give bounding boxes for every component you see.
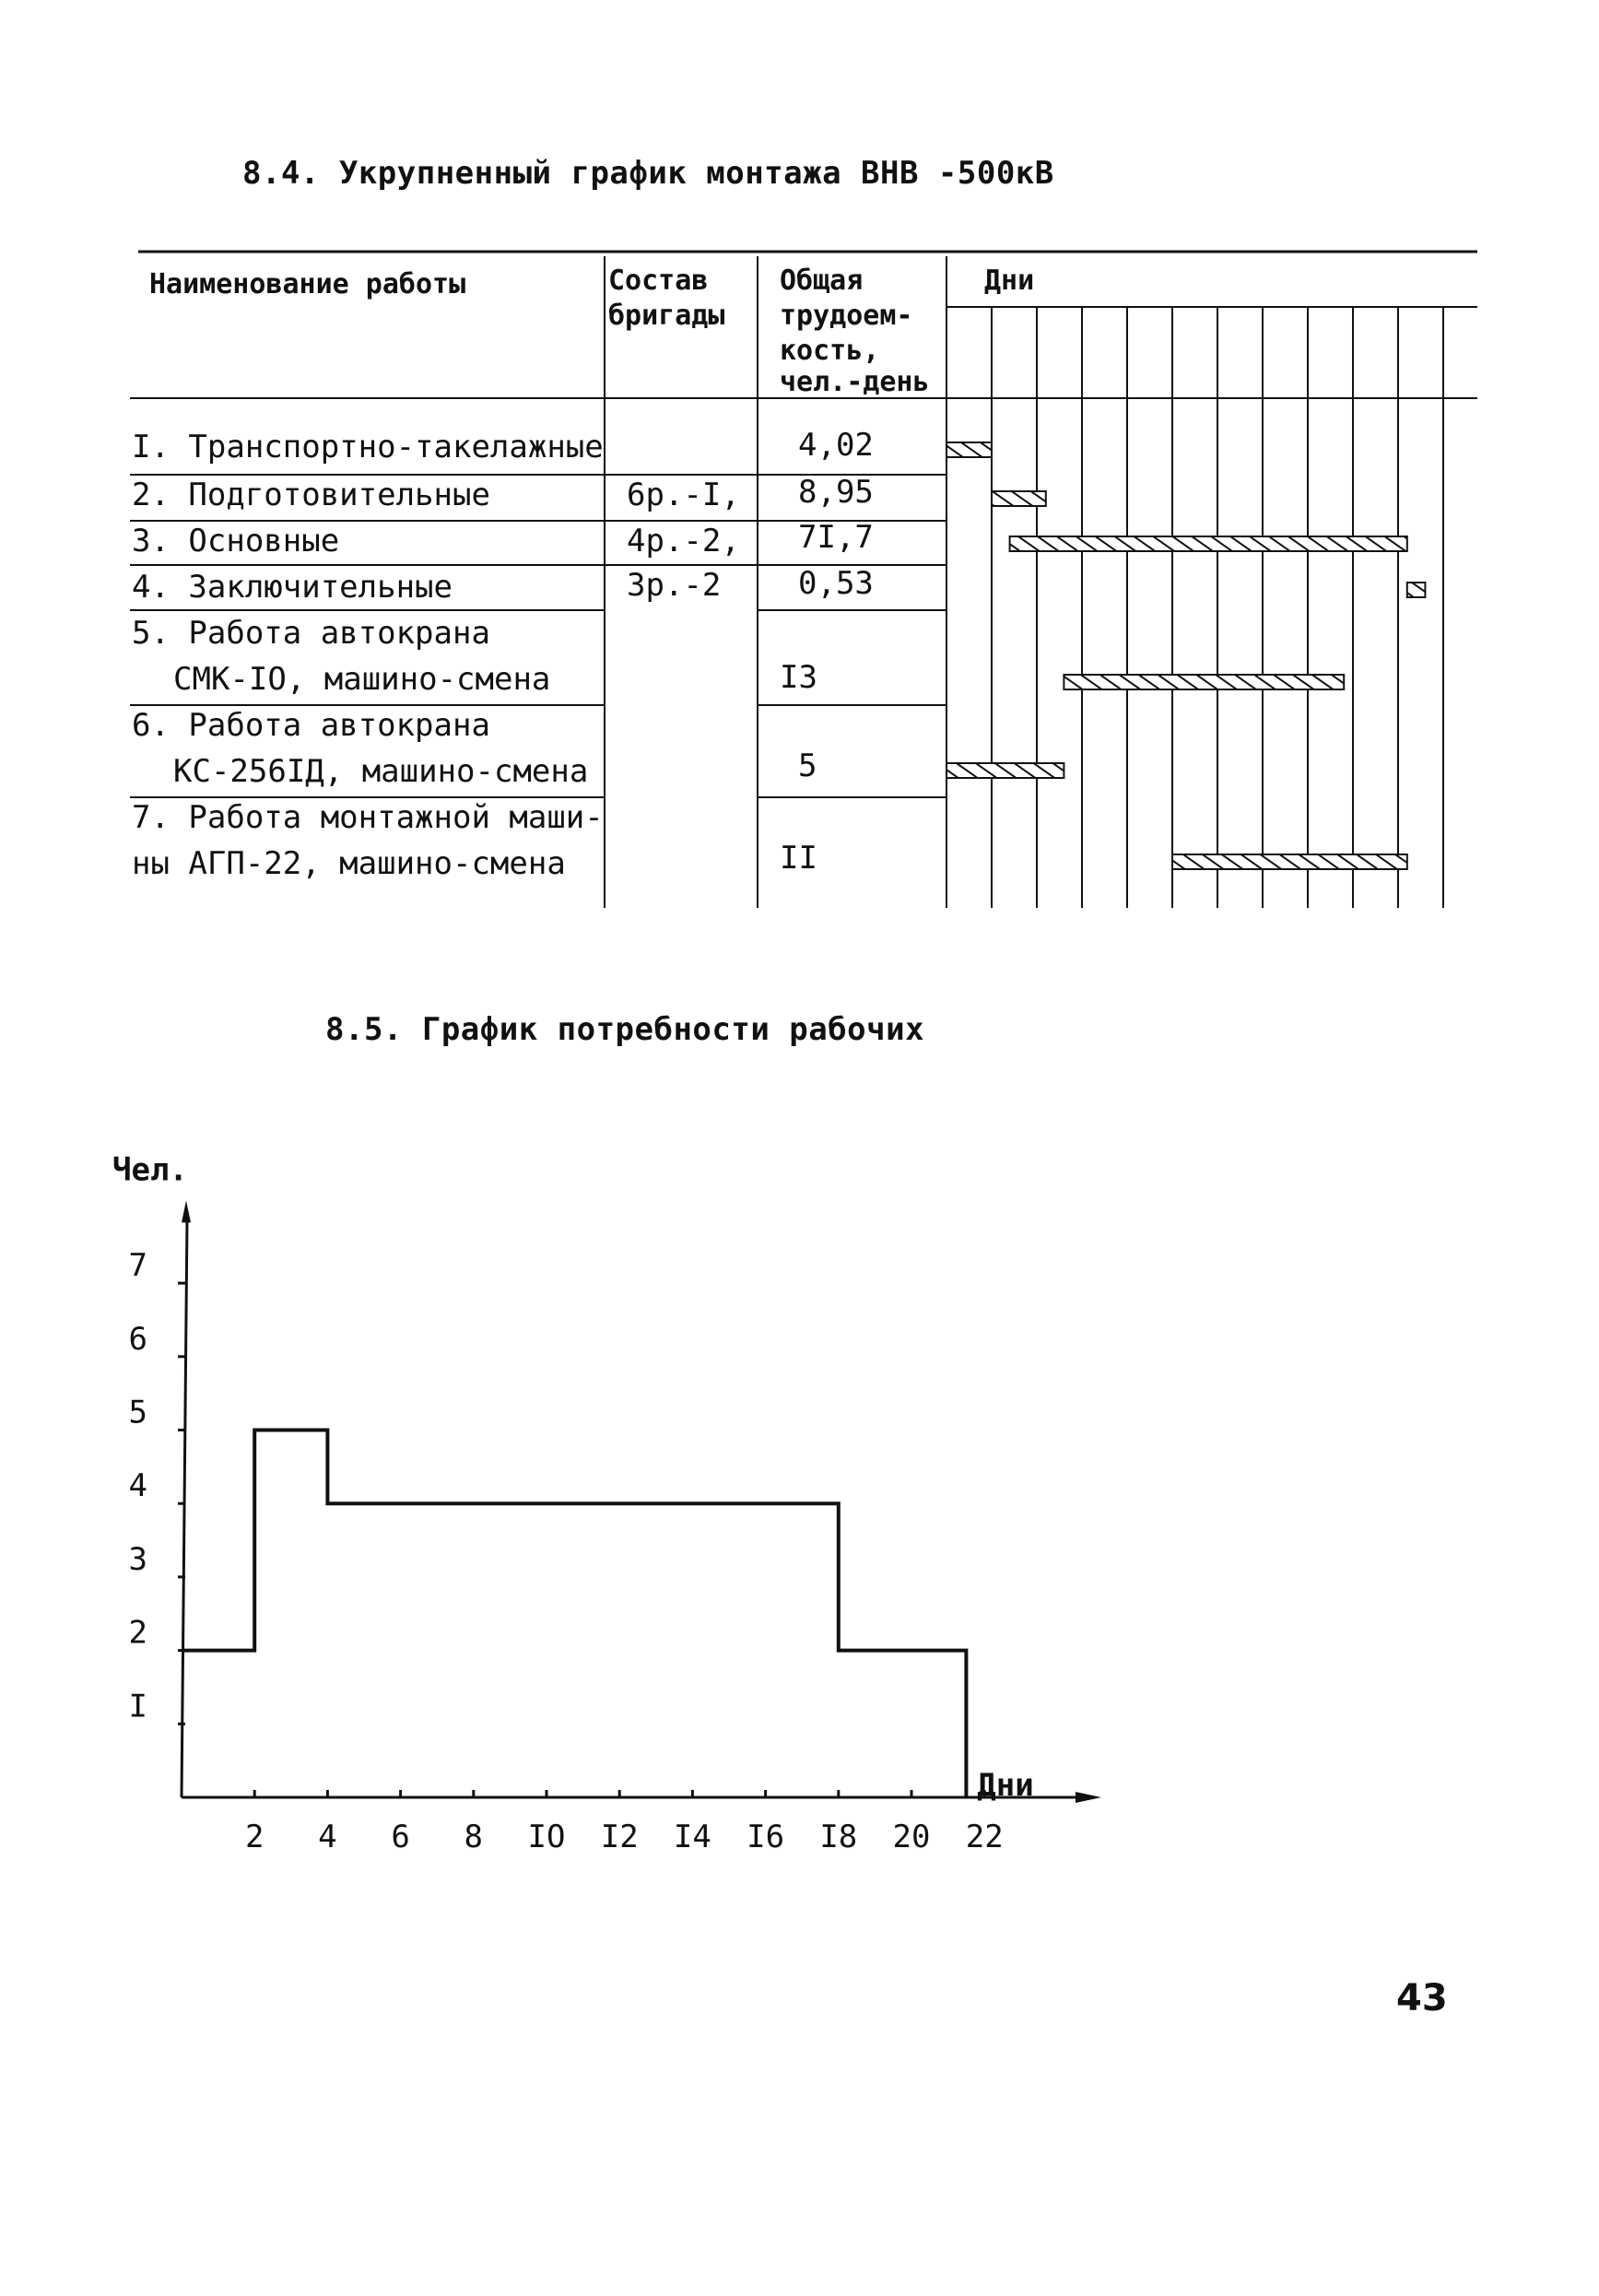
- y-axis-arrow: [182, 1200, 191, 1222]
- row-7-labor: II: [780, 840, 817, 877]
- header-labor-1: Общая: [780, 265, 864, 297]
- row-3-team: 4р.-2,: [627, 523, 740, 559]
- y-tick-label: I: [128, 1688, 147, 1725]
- header-name: Наименование работы: [149, 268, 466, 300]
- x-tick-label: I6: [747, 1819, 785, 1855]
- x-tick-label: 20: [892, 1819, 931, 1855]
- gantt-bar: [1172, 854, 1407, 869]
- y-tick-label: 4: [128, 1467, 147, 1505]
- x-axis-label: Дни: [977, 1767, 1034, 1804]
- row-7-name-1: 7. Работа монтажной маши-: [132, 799, 604, 836]
- gantt-bar: [946, 442, 992, 457]
- x-tick-label: 2: [244, 1819, 265, 1855]
- gantt-bar: [946, 763, 1064, 778]
- y-tick-label: 3: [128, 1540, 147, 1578]
- x-tick-label: 4: [318, 1819, 337, 1855]
- gantt-title: 8.4. Укрупненный график монтажа ВНВ -500кВ: [242, 155, 1054, 192]
- y-tick-label: 2: [128, 1614, 147, 1652]
- workers-chart: [0, 1106, 1599, 2120]
- row-7-name-2: ны АГП-22, машино-смена: [132, 845, 566, 882]
- gantt-bar: [992, 491, 1046, 506]
- x-tick-label: 6: [391, 1819, 410, 1855]
- gantt-bar: [1407, 583, 1426, 597]
- row-4-team: 3р.-2: [627, 567, 722, 604]
- x-tick-label: 8: [464, 1819, 484, 1855]
- gantt-bar: [1064, 675, 1344, 689]
- y-axis: [182, 1219, 187, 1797]
- y-tick-label: 7: [128, 1247, 147, 1285]
- y-axis-label: Чел.: [112, 1151, 188, 1189]
- row-2-name: 2. Подготовительные: [132, 477, 490, 513]
- gantt-bar: [1010, 536, 1407, 551]
- row-2-labor: 8,95: [798, 474, 874, 511]
- x-tick-label: 22: [965, 1819, 1004, 1855]
- x-tick-label: IO: [527, 1819, 566, 1855]
- header-labor-4: чел.-день: [780, 366, 930, 398]
- x-axis-arrow: [1076, 1792, 1101, 1803]
- day-grid: [992, 307, 1443, 908]
- row-3-name: 3. Основные: [132, 523, 340, 559]
- header-team-2: бригады: [608, 300, 725, 332]
- row-6-labor: 5: [798, 748, 817, 784]
- page-number: 43: [1396, 1977, 1448, 2019]
- header-labor-2: трудоем-: [780, 300, 913, 332]
- y-tick-label: 6: [128, 1320, 147, 1358]
- header-labor-3: кость,: [780, 335, 880, 367]
- row-5-labor: I3: [780, 659, 817, 696]
- workers-step-line: [182, 1431, 966, 1798]
- row-1-labor: 4,02: [798, 427, 874, 464]
- x-tick-label: I2: [600, 1819, 639, 1855]
- row-6-name-1: 6. Работа автокрана: [132, 707, 490, 744]
- row-5-name-1: 5. Работа автокрана: [132, 615, 490, 652]
- x-tick-label: I4: [673, 1819, 711, 1855]
- row-3-labor: 7I,7: [798, 519, 874, 556]
- row-2-team: 6р.-I,: [627, 477, 740, 513]
- row-5-name-2: СМК-IO, машино-смена: [173, 661, 551, 698]
- row-1-name: I. Транспортно-такелажные: [132, 429, 604, 465]
- header-team-1: Состав: [608, 265, 709, 297]
- header-days: Дни: [984, 265, 1035, 297]
- row-4-labor: 0,53: [798, 565, 874, 602]
- x-tick-label: I8: [819, 1819, 858, 1855]
- y-tick-label: 5: [128, 1394, 147, 1431]
- row-6-name-2: КС-256IД, машино-смена: [173, 753, 589, 790]
- gantt-table: [0, 0, 1599, 922]
- row-4-name: 4. Заключительные: [132, 569, 453, 606]
- chart-title: 8.5. График потребности рабочих: [325, 1011, 925, 1048]
